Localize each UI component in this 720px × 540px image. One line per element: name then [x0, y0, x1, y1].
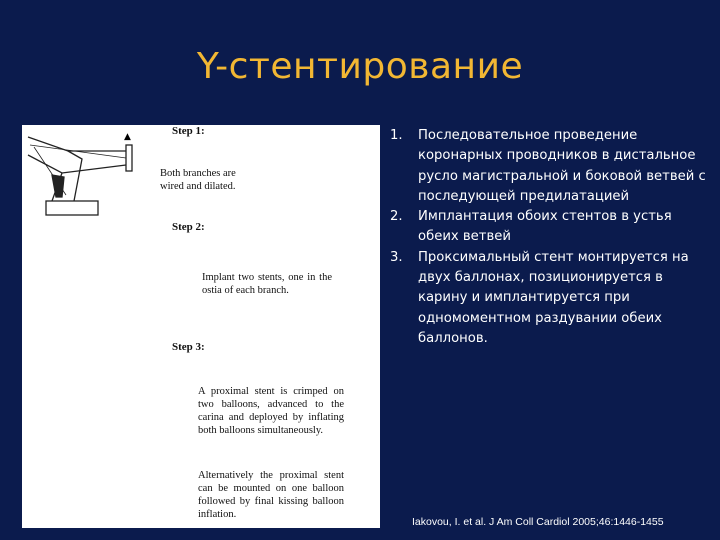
slide-title: Y-стентирование — [196, 46, 524, 87]
list-item — [390, 248, 716, 349]
step2-label: Step 2: — [172, 221, 205, 233]
step1-vessel-wired — [28, 137, 132, 215]
step1-caption: Both branches are wired and dilated. — [160, 168, 236, 192]
list-item-text: Последовательное проведение коронарных проводников в дистальное русло магистральной и боковой ветвей с последующей предилатацией — [418, 128, 706, 204]
step1-arrow: ▲ — [124, 132, 131, 142]
step3-caption-a: A proximal stent is crimped on two balloons, advanced to the carina and deployed by inflating both balloons simultaneously. — [198, 386, 344, 436]
list-item-number: 2. — [390, 209, 403, 225]
step2-caption: Implant two stents, one in the ostia of each branch. — [202, 272, 332, 296]
steps-list — [390, 126, 716, 349]
step1-label: Step 1: — [172, 125, 205, 137]
list-item-text: Имплантация обоих стентов в устья обеих ветвей — [418, 209, 672, 245]
step3-label: Step 3: — [172, 341, 205, 353]
list-item-text: Проксимальный стент монтируется на двух баллонах, позиционируется в карину и имплантируется при одномоментном раздувании обеих баллонов. — [418, 249, 689, 346]
citation: Iakovou, I. et al. J Am Coll Cardiol 2005;46:1446-1455 — [412, 516, 664, 528]
y-stenting-figure — [22, 125, 380, 528]
step3-caption-b: Alternatively the proximal stent can be mounted on one balloon followed by final kissing balloon inflation. — [198, 470, 344, 520]
list-item — [390, 126, 716, 207]
list-item-number: 3. — [390, 249, 403, 265]
list-item — [390, 207, 716, 248]
list-item-number: 1. — [390, 128, 403, 143]
